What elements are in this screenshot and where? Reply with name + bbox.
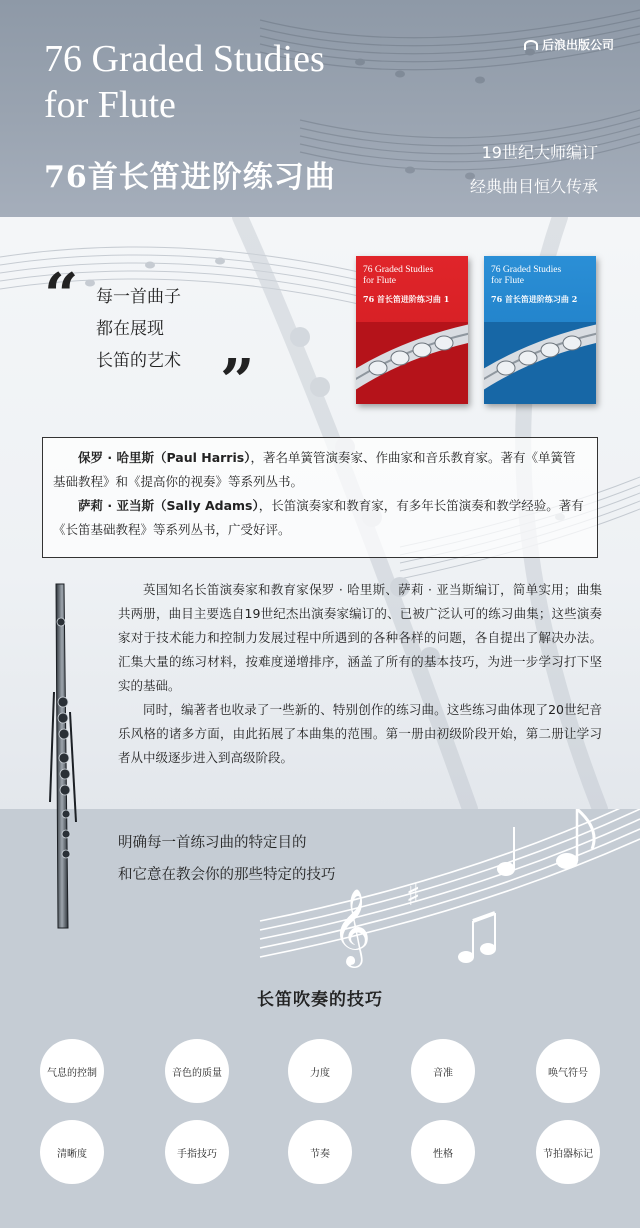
title-chinese: 76首长笛进阶练习曲 [44, 160, 336, 195]
publisher-logo [524, 36, 614, 53]
skill-circle: 手指技巧 [165, 1120, 229, 1184]
book-cover-volume-1 [356, 256, 468, 404]
flute-illustration [30, 582, 88, 932]
author-2-name: 萨莉 · 亚当斯（Sally Adams） [78, 498, 259, 513]
description-text [118, 578, 602, 770]
skill-circle: 节奏 [288, 1120, 352, 1184]
skill-circle: 性格 [411, 1120, 475, 1184]
author-1-name: 保罗 · 哈里斯（Paul Harris） [78, 450, 251, 465]
header-banner [0, 0, 640, 217]
book-2-title-cn: 76 首长笛进阶练习曲 2 [491, 294, 578, 304]
skill-circle: 唤气符号 [536, 1039, 600, 1103]
skills-heading: 长笛吹奏的技巧 [257, 990, 383, 1010]
skill-circle: 清晰度 [40, 1120, 104, 1184]
description-paragraph-1: 英国知名长笛演奏家和教育家保罗 · 哈里斯、萨莉 · 亚当斯编订，简单实用；曲集共两册，曲目主要选自19世纪杰出演奏家编订的、已被广泛认可的练习曲集；这些演奏家对于技术能力和控制力发展过程中所遇到的各种各样的问题，各自提出了解决办法。汇集大量的练习材料，按难度递增排序，涵盖了所有的基本技巧，为进一步学习打下坚实的基础。 [118, 582, 602, 693]
quote-text [96, 281, 181, 377]
title-english-line-1: 76 Graded Studies [44, 38, 325, 80]
book-cover-volume-2 [484, 256, 596, 404]
skill-circle: 气息的控制 [40, 1039, 104, 1103]
book-2-title-en-line-1: 76 Graded Studies [491, 265, 562, 275]
skill-circle: 音准 [411, 1039, 475, 1103]
book-1-title-en [363, 265, 463, 287]
quote-line-1: 每一首曲子 [96, 287, 181, 307]
title-english [44, 36, 424, 128]
quote-open-mark: “ [44, 261, 79, 331]
treble-clef-icon: 𝄞 [332, 888, 372, 965]
book-1-title-en-line-2: for Flute [363, 276, 396, 286]
book-2-title-en-line-2: for Flute [491, 276, 524, 286]
tagline [470, 136, 598, 204]
author-2-description: ，长笛演奏家和教育家，有多年长笛演奏和教学经验。著有《长笛基础教程》等系列丛书，广受好评。 [53, 498, 584, 537]
book-1-title-cn: 76 首长笛进阶练习曲 1 [363, 294, 450, 304]
author-1-description: ，著名单簧管演奏家、作曲家和音乐教育家。著有《单簧管基础教程》和《提高你的视奏》等系列丛书。 [53, 450, 576, 489]
tagline-line-1: 19世纪大师编订 [481, 143, 598, 162]
purpose-line-2: 和它意在教会你的那些特定的技巧 [118, 867, 336, 883]
flute-keys-image [356, 322, 468, 404]
publisher-name: 后浪出版公司 [541, 38, 614, 52]
author-1-bio [53, 446, 587, 494]
description-paragraph-2: 同时，编著者也收录了一些新的、特别创作的练习曲。这些练习曲体现了20世纪音乐风格的诸多方面，由此拓展了本曲集的范围。第一册由初级阶段开始，第二册让学习者从中级逐步进入到高级阶段。 [118, 702, 602, 765]
title-english-line-2: for Flute [44, 84, 176, 126]
skill-circle: 音色的质量 [165, 1039, 229, 1103]
skill-circle: 节拍器标记 [536, 1120, 600, 1184]
flute-keys-image [484, 322, 596, 404]
quote-close-mark: ” [220, 347, 255, 417]
book-1-title-en-line-1: 76 Graded Studies [363, 265, 434, 275]
book-2-title-en [491, 265, 591, 287]
purpose-line-1: 明确每一首练习曲的特定目的 [118, 835, 307, 851]
skill-circle: 力度 [288, 1039, 352, 1103]
quote-line-3: 长笛的艺术 [96, 351, 181, 371]
purpose-text [118, 827, 336, 891]
wave-icon [524, 40, 538, 50]
quote-line-2: 都在展现 [96, 319, 164, 339]
author-2-bio [53, 494, 587, 542]
author-bio-box [42, 437, 598, 558]
sharp-icon: ♯ [406, 878, 421, 913]
tagline-line-2: 经典曲目恒久传承 [469, 177, 598, 196]
